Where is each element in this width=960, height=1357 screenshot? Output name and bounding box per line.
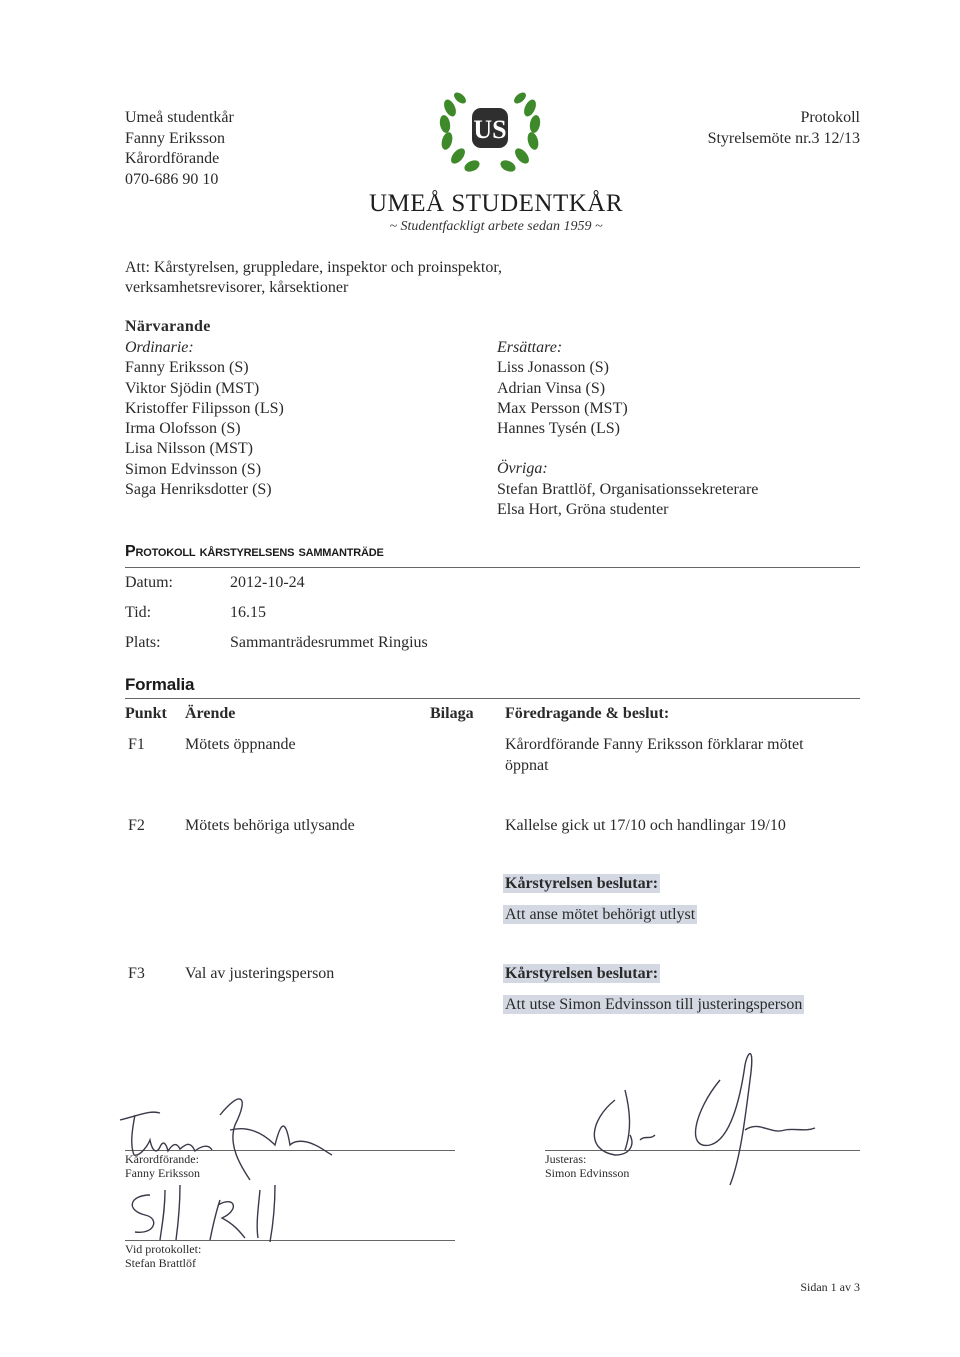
member-item: Irma Olofsson (S) xyxy=(125,420,241,438)
sender-name: Fanny Eriksson xyxy=(125,129,225,147)
adjuster-label: Justeras: xyxy=(545,1152,587,1166)
member-item: Viktor Sjödin (MST) xyxy=(125,379,260,397)
divider xyxy=(125,567,860,568)
col-header-arende: Ärende xyxy=(185,705,236,722)
attendance-heading: Närvarande xyxy=(125,318,211,335)
svg-text:US: US xyxy=(473,115,507,144)
col-header-punkt: Punkt xyxy=(125,705,167,722)
sender-org: Umeå studentkår xyxy=(125,109,234,126)
item-number: F1 xyxy=(128,736,145,753)
member-item: Max Persson (MST) xyxy=(497,399,628,417)
item-title: Mötets behöriga utlysande xyxy=(185,817,355,834)
member-item: Liss Jonasson (S) xyxy=(497,359,610,377)
item-number: F3 xyxy=(128,965,145,982)
member-item: Fanny Eriksson (S) xyxy=(125,359,249,377)
sender-role: Kårordförande xyxy=(125,150,220,167)
chair-label: Kårordförande: xyxy=(125,1152,199,1166)
member-item: Elsa Hort, Gröna studenter xyxy=(497,501,669,519)
member-item: Stefan Brattlöf, Organisationssekreterare xyxy=(497,480,759,498)
member-item: Kristoffer Filipsson (LS) xyxy=(125,399,284,417)
ordinary-label: Ordinarie: xyxy=(125,339,194,356)
member-item: Adrian Vinsa (S) xyxy=(497,379,606,397)
logo-org-name: UMEÅ STUDENTKÅR xyxy=(368,190,624,217)
decision-text: Att anse mötet behörigt utlyst xyxy=(505,906,696,923)
attendance-ordinary xyxy=(125,338,284,500)
page-number: Sidan 1 av 3 xyxy=(800,1280,860,1294)
item-number: F2 xyxy=(128,817,145,834)
decision-text: Att utse Simon Edvinsson till justeringsperson xyxy=(505,996,803,1013)
date-value: 2012-10-24 xyxy=(230,574,305,591)
item-title: Val av justeringsperson xyxy=(185,965,335,982)
adjuster-name: Simon Edvinsson xyxy=(545,1166,630,1180)
member-item: Saga Henriksdotter (S) xyxy=(125,481,272,499)
time-label: Tid: xyxy=(125,604,152,621)
secretary-name: Stefan Brattlöf xyxy=(125,1256,196,1270)
protocol-heading: Protokoll kårstyrelsens sammanträde xyxy=(125,543,384,560)
recipients-text: Att: Kårstyrelsen, gruppledare, inspektor och proinspektor, verksamhetsrevisorer, kårsektioner xyxy=(125,259,503,296)
logo-emblem xyxy=(430,88,550,178)
attendance-substitutes xyxy=(497,338,758,520)
decision-label: Kårstyrelsen beslutar: xyxy=(505,875,659,892)
col-header-bilaga: Bilaga xyxy=(430,705,474,722)
item-text: Kallelse gick ut 17/10 och handlingar 19/10 xyxy=(505,817,786,834)
sender-phone: 070-686 90 10 xyxy=(125,170,219,188)
member-item: Simon Edvinsson (S) xyxy=(125,460,262,478)
place-value: Sammanträdesrummet Ringius xyxy=(230,634,428,651)
document-type: Protokoll xyxy=(800,109,860,126)
chair-name: Fanny Eriksson xyxy=(125,1166,200,1180)
item-title: Mötets öppnande xyxy=(185,736,296,753)
item-text: Kårordförande Fanny Eriksson förklarar mötet öppnat xyxy=(505,736,804,774)
sender-block xyxy=(125,108,234,190)
meeting-number: Styrelsemöte nr.3 12/13 xyxy=(707,129,860,147)
member-item: Lisa Nilsson (MST) xyxy=(125,440,253,458)
substitutes-label: Ersättare: xyxy=(497,339,563,356)
secretary-signature xyxy=(110,1170,310,1250)
document-id xyxy=(708,108,860,149)
decision-label: Kårstyrelsen beslutar: xyxy=(505,965,659,982)
col-header-foredragande: Föredragande & beslut: xyxy=(505,705,670,722)
member-item: Hannes Tysén (LS) xyxy=(497,420,621,438)
time-value: 16.15 xyxy=(230,604,266,621)
formalia-heading: Formalia xyxy=(125,675,195,694)
place-label: Plats: xyxy=(125,634,161,651)
secretary-label: Vid protokollet: xyxy=(125,1242,202,1256)
date-label: Datum: xyxy=(125,574,173,591)
adjuster-signature xyxy=(570,1040,820,1190)
divider xyxy=(125,698,860,699)
logo-tagline: ~ Studentfackligt arbete sedan 1959 ~ xyxy=(389,219,603,234)
others-label: Övriga: xyxy=(497,460,548,478)
